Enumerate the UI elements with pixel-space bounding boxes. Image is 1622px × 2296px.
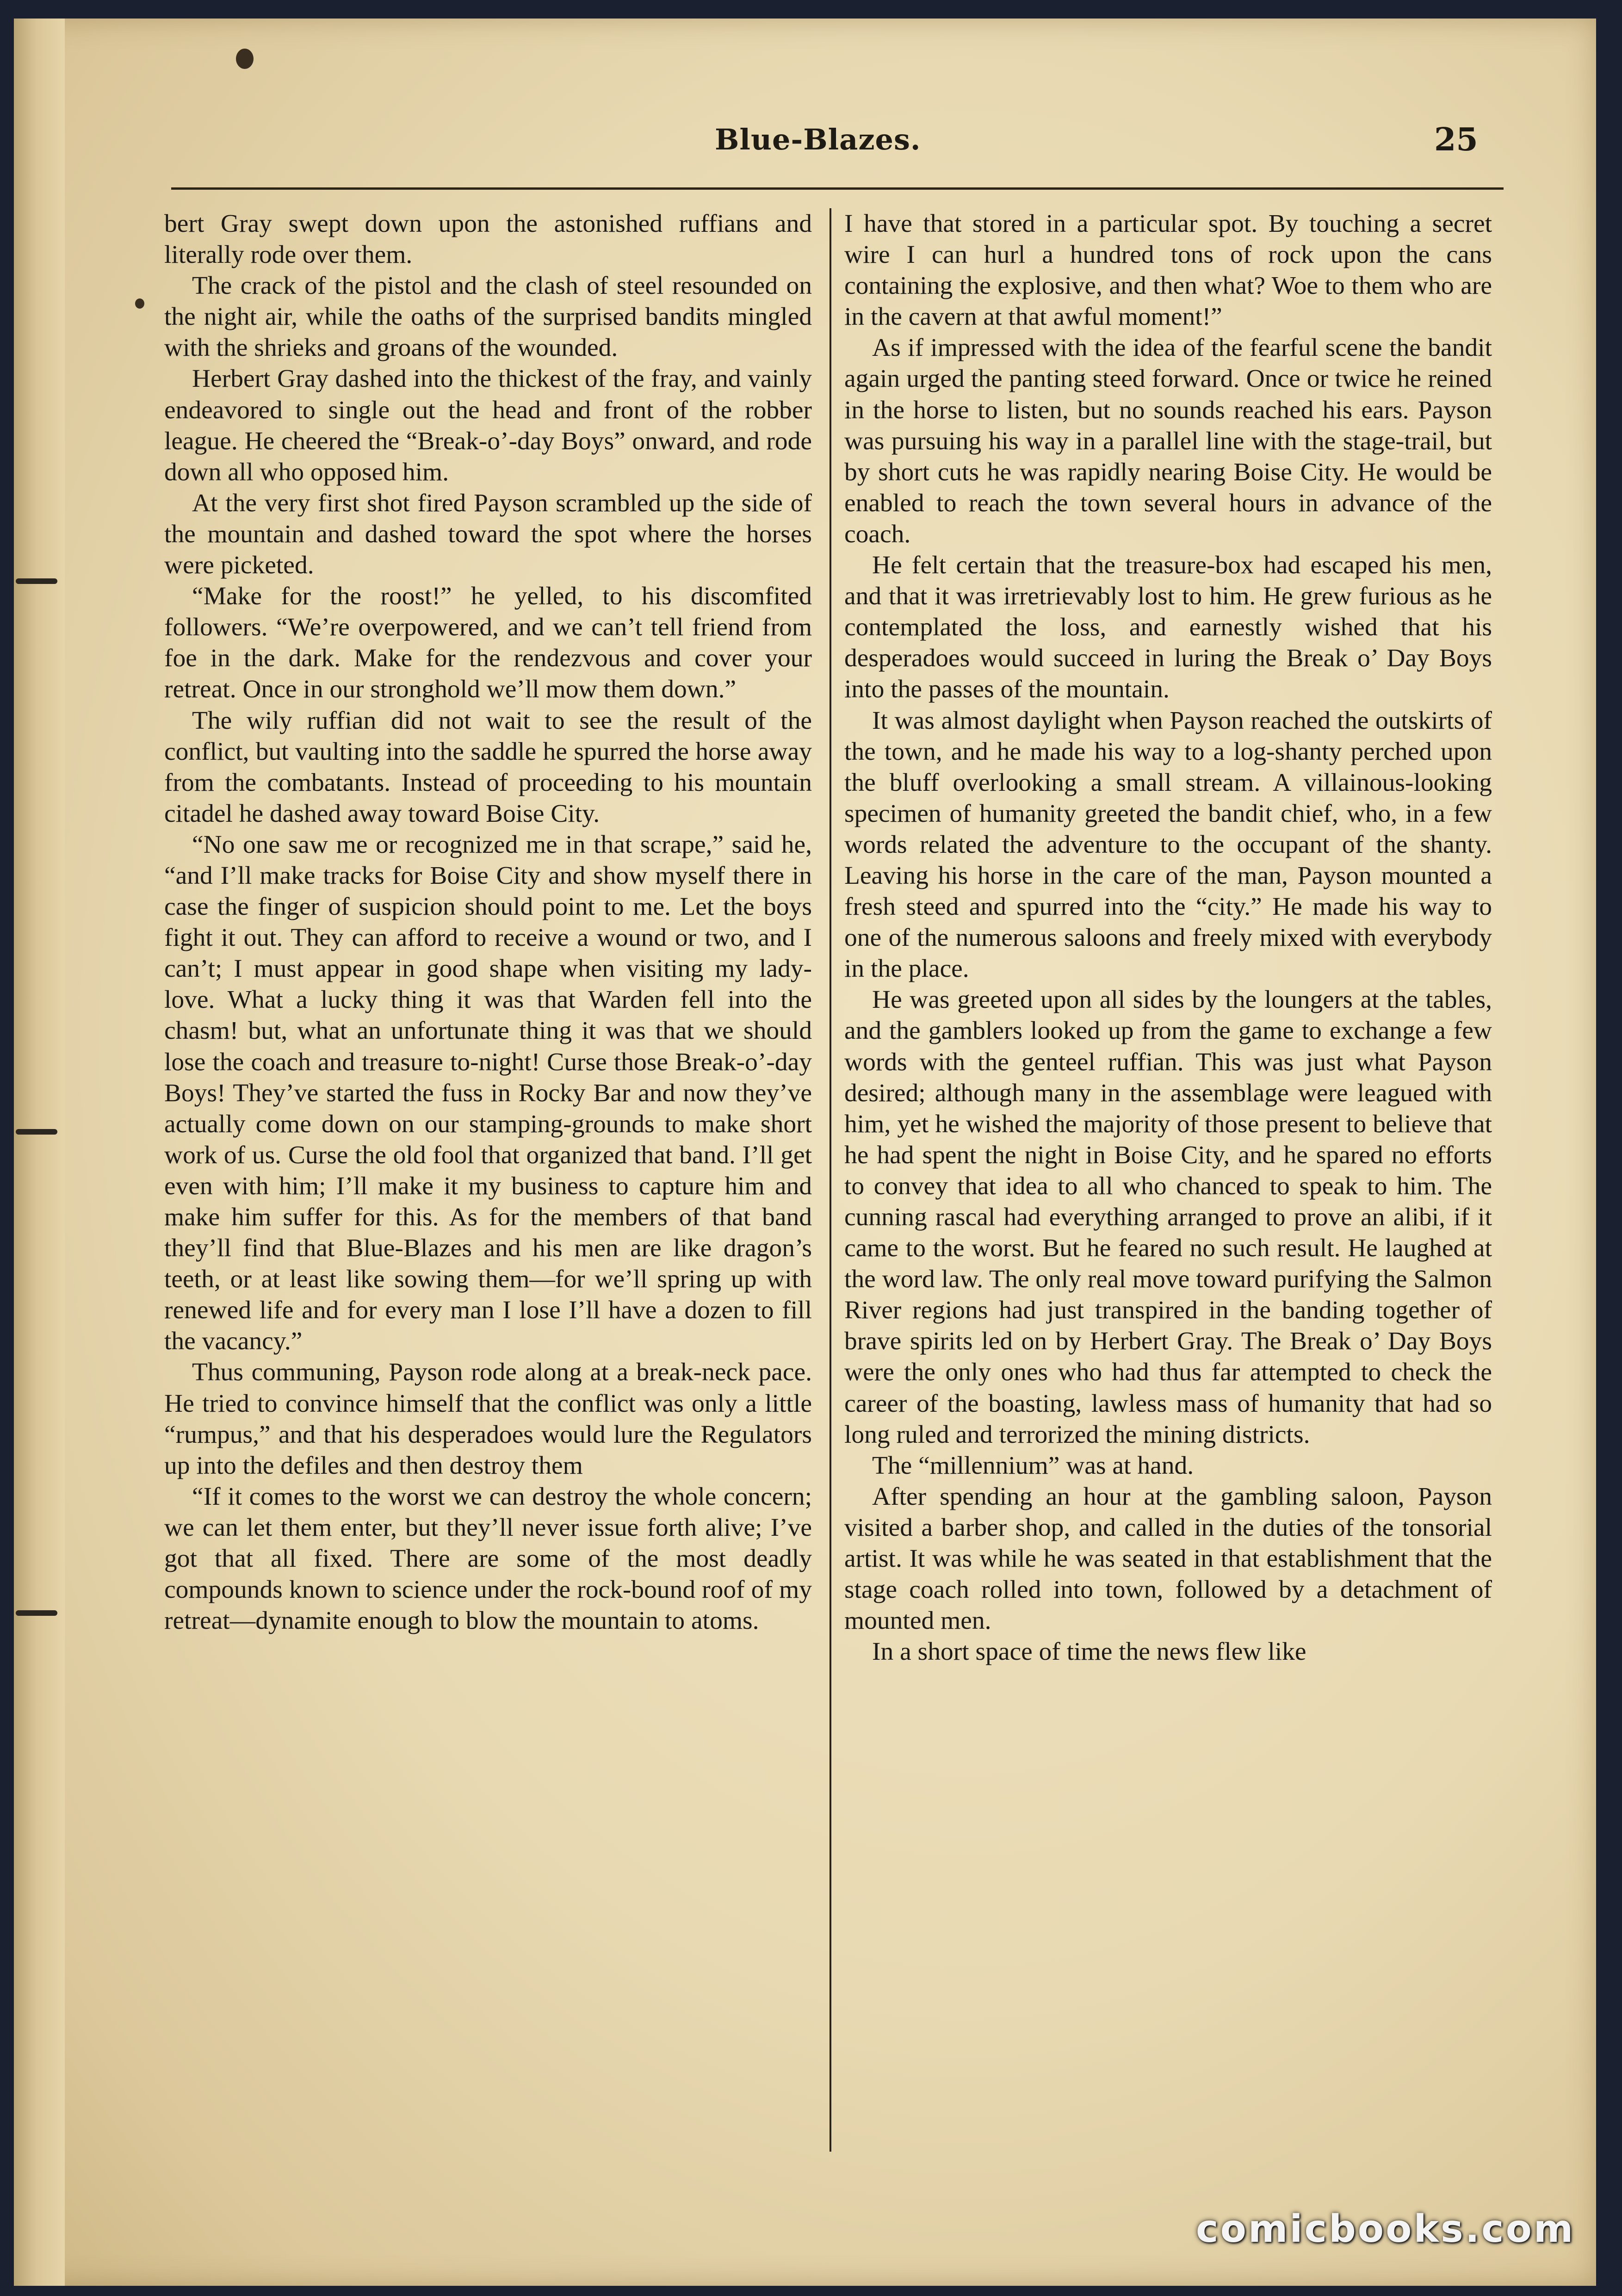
- site-watermark: comicbooks.com: [1196, 2207, 1575, 2251]
- paragraph: He felt certain that the treasure-box had escaped his men, and that it was irretrievably lost to him. He grew furious as he contemplated the loss, and earnestly wished that his desperadoes would succeed in luring the Break o’ Day Boys into the passes of the mountain.: [844, 551, 1492, 704]
- paragraph: The “millennium” was at hand.: [872, 1451, 1194, 1480]
- page-spine: [14, 19, 65, 2286]
- page-number: 25: [1434, 121, 1478, 158]
- running-head-title: Blue-Blazes.: [715, 123, 921, 156]
- paragraph: “If it comes to the worst we can destroy the whole concern; we can let them enter, but they’ll never issue forth alive; I’ve got that all fixed. There are some of the most deadly compounds known to science under the rock-bound roof of my retreat—dynamite enough to blow the mountain to atoms.: [164, 1482, 812, 1635]
- paragraph: “No one saw me or recognized me in that scrape,” said he, “and I’ll make tracks for Boise City and show myself there in case the finger of suspicion should point to me. Let the boys fight it out. They can afford to receive a wound or two, and I can’t; I must appear in good shape when visiting my lady-love. What a lucky thing it was that Warden fell into the chasm! but, what an unfortunate thing it was that we should lose the coach and treasure to-night! Curse those Break-o’-day Boys! They’ve started the fuss in Rocky Bar and now they’ve actually come down on our stamping-grounds to make short work of us. Curse the old fool that organized that band. I’ll get even with him; I’ll make it my business to capture him and make him suffer for this. As for the members of that band they’ll find that Blue-Blazes and his men are like dragon’s teeth, or at least like sowing them—for we’ll spring up with renewed life and for every man I lose I’ll have a dozen to fill the vacancy.”: [164, 830, 812, 1356]
- paragraph: It was almost daylight when Payson reached the outskirts of the town, and he made his way to a log-shanty perched upon the bluff overlooking a small stream. A villainous-looking specimen of humanity greeted the bandit chief, who, in a few words related the adventure to the occupant of the shanty. Leaving his horse in the care of the man, Payson mounted a fresh steed and spurred into the “city.” He made his way to one of the numerous saloons and freely mixed with everybody in the place.: [844, 706, 1492, 983]
- paragraph: He was greeted upon all sides by the loungers at the tables, and the gamblers looked up from the game to exchange a few words with the genteel ruffian. This was just what Payson desired; although many in the assemblage were leagued with him, yet he wished the majority of those present to believe that he had spent the night in Boise City, and he spared no efforts to convey that idea to all who chanced to speak to him. The cunning rascal had everything arranged to prove an alibi, if it came to the worst. But he feared no such result. He laughed at the word law. The only real move toward purifying the Salmon River regions had just transpired in the banding together of brave spirits led on by Herbert Gray. The Break o’ Day Boys were the only ones who had thus far attempted to check the career of the boasting, lawless mass of humanity that had so long ruled and terrorized the mining districts.: [844, 986, 1492, 1449]
- paragraph: The crack of the pistol and the clash of steel resounded on the night air, while the oaths of the surprised bandits mingled with the shrieks and groans of the wounded.: [164, 272, 812, 362]
- binding-stitch: [16, 1610, 57, 1616]
- column-divider: [830, 208, 831, 2152]
- binding-stitch: [16, 578, 57, 584]
- paragraph: As if impressed with the idea of the fearful scene the bandit again urged the panting steed forward. Once or twice he reined in the horse to listen, but no sounds reached his ears. Payson was pursuing his way in a parallel line with the stage-trail, but by short cuts he was rapidly nearing Boise City. He would be enabled to reach the town several hours in advance of the coach.: [844, 334, 1492, 548]
- paragraph: At the very first shot fired Payson scrambled up the side of the mountain and dashed toward the spot where the horses were picketed.: [164, 489, 812, 580]
- paragraph: In a short space of time the news flew like: [872, 1638, 1306, 1666]
- paragraph: After spending an hour at the gambling saloon, Payson visited a barber shop, and called in the duties of the tonsorial artist. It was while he was seated in that establishment that the stage coach rolled into town, followed by a detachment of mounted men.: [844, 1482, 1492, 1635]
- ink-blot: [135, 298, 144, 309]
- binding-stitch: [16, 1129, 57, 1135]
- paragraph: “Make for the roost!” he yelled, to his discomfited followers. “We’re overpowered, and we can’t tell friend from foe in the dark. Make for the rendezvous and cover your retreat. Once in our stronghold we’ll mow them down.”: [164, 582, 812, 704]
- paragraph: Thus communing, Payson rode along at a break-neck pace. He tried to convince himself that the conflict was only a little “rumpus,” and that his desperadoes would lure the Regulators up into the defiles and then destroy them: [164, 1358, 812, 1480]
- paragraph: Herbert Gray dashed into the thickest of the fray, and vainly endeavored to single out the head and front of the robber league. He cheered the “Break-o’-day Boys” onward, and rode down all who opposed him.: [164, 365, 812, 486]
- right-column: [844, 208, 1492, 1667]
- left-column: [164, 208, 812, 1636]
- paragraph: bert Gray swept down upon the astonished ruffians and literally rode over them.: [164, 210, 812, 269]
- ink-blot: [236, 49, 254, 69]
- header-rule: [171, 187, 1504, 190]
- paragraph: The wily ruffian did not wait to see the result of the conflict, but vaulting into the saddle he spurred the horse away from the combatants. Instead of proceeding to his mountain citadel he dashed away toward Boise City.: [164, 706, 812, 828]
- paragraph: I have that stored in a particular spot. By touching a secret wire I can hurl a hundred tons of rock upon the cans containing the explosive, and then what? Woe to them who are in the cavern at that awful moment!”: [844, 210, 1492, 331]
